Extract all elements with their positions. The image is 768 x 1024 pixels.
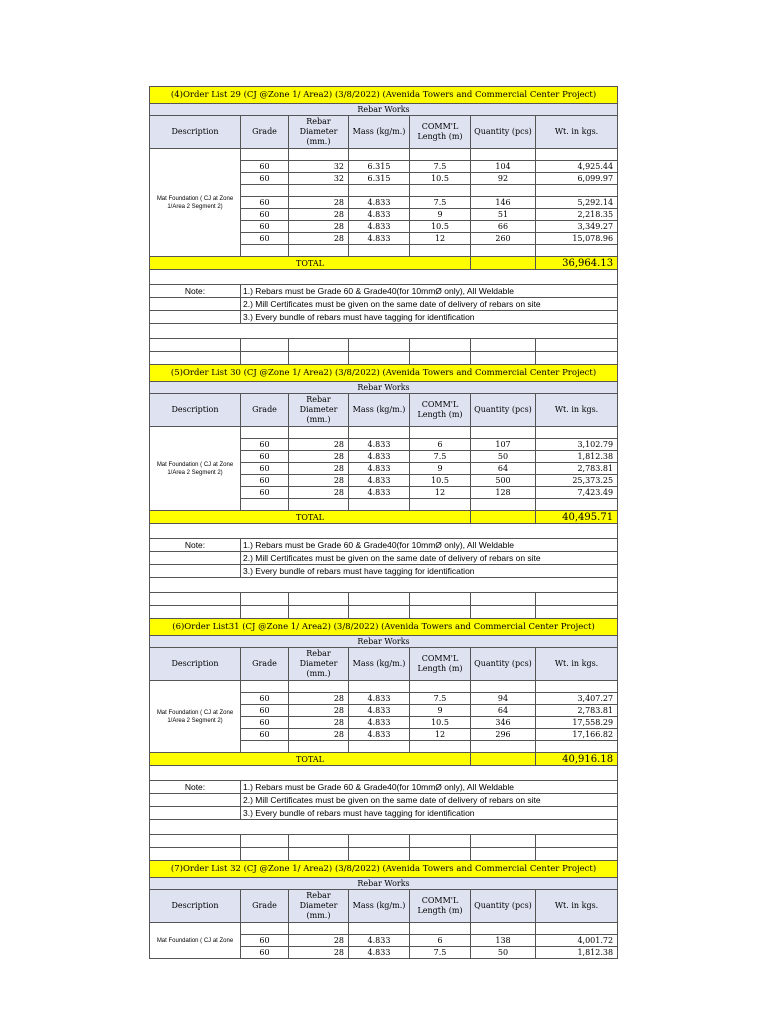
length-cell: 7.5 bbox=[410, 947, 471, 959]
header-grade: Grade bbox=[241, 394, 289, 427]
diameter-cell bbox=[289, 185, 349, 197]
order-title: (5)Order List 30 (CJ @Zone 1/ Area2) (3/8/2022) (Avenida Towers and Commercial Center Project) bbox=[150, 365, 618, 382]
weight-cell bbox=[536, 923, 618, 935]
mass-cell: 4.833 bbox=[349, 705, 410, 717]
note-text: 1.) Rebars must be Grade 60 & Grade40(for 10mmØ only), All Weldable bbox=[241, 285, 618, 298]
weight-cell: 6,099.97 bbox=[536, 173, 618, 185]
weight-cell: 7,423.49 bbox=[536, 487, 618, 499]
length-cell: 7.5 bbox=[410, 197, 471, 209]
total-row bbox=[150, 257, 618, 270]
mass-cell bbox=[349, 681, 410, 693]
subheader-row bbox=[150, 636, 618, 648]
mass-cell bbox=[349, 185, 410, 197]
note-text: 1.) Rebars must be Grade 60 & Grade40(for 10mmØ only), All Weldable bbox=[241, 539, 618, 552]
quantity-cell: 64 bbox=[471, 705, 536, 717]
mass-cell: 4.833 bbox=[349, 197, 410, 209]
note-text: 3.) Every bundle of rebars must have tagging for identification bbox=[241, 311, 618, 324]
header-rebar-diameter: Rebar Diameter (mm.) bbox=[289, 648, 349, 681]
order-title: (4)Order List 29 (CJ @Zone 1/ Area2) (3/8/2022) (Avenida Towers and Commercial Center Project) bbox=[150, 87, 618, 104]
grade-cell: 60 bbox=[241, 717, 289, 729]
length-cell: 9 bbox=[410, 463, 471, 475]
total-value: 40,916.18 bbox=[536, 753, 618, 766]
separator-row bbox=[150, 352, 618, 365]
header-rebar-diameter: Rebar Diameter (mm.) bbox=[289, 116, 349, 149]
quantity-cell: 500 bbox=[471, 475, 536, 487]
length-cell: 7.5 bbox=[410, 161, 471, 173]
order-title-row bbox=[150, 861, 618, 878]
spacer-row bbox=[150, 578, 618, 593]
mass-cell: 4.833 bbox=[349, 463, 410, 475]
quantity-cell bbox=[471, 741, 536, 753]
quantity-cell: 50 bbox=[471, 947, 536, 959]
quantity-cell: 50 bbox=[471, 451, 536, 463]
note-label-spacer bbox=[150, 311, 241, 324]
header-mass: Mass (kg/m.) bbox=[349, 394, 410, 427]
note-text: 2.) Mill Certificates must be given on the same date of delivery of rebars on site bbox=[241, 794, 618, 807]
length-cell bbox=[410, 245, 471, 257]
note-row bbox=[150, 552, 618, 565]
length-cell: 7.5 bbox=[410, 451, 471, 463]
grade-cell: 60 bbox=[241, 947, 289, 959]
weight-cell: 2,218.35 bbox=[536, 209, 618, 221]
grade-cell: 60 bbox=[241, 173, 289, 185]
grade-cell: 60 bbox=[241, 475, 289, 487]
spacer-row bbox=[150, 766, 618, 781]
description-cell: Mat Foundation ( CJ at Zone 1/Area 2 Segment 2) bbox=[150, 149, 241, 257]
note-row bbox=[150, 807, 618, 820]
note-label-spacer bbox=[150, 298, 241, 311]
total-label: TOTAL bbox=[150, 511, 471, 524]
quantity-cell: 92 bbox=[471, 173, 536, 185]
header-weight: Wt. in kgs. bbox=[536, 116, 618, 149]
quantity-cell bbox=[471, 185, 536, 197]
header-description: Description bbox=[150, 890, 241, 923]
quantity-cell: 94 bbox=[471, 693, 536, 705]
mass-cell bbox=[349, 245, 410, 257]
rebar-works-label: Rebar Works bbox=[150, 636, 618, 648]
header-rebar-diameter: Rebar Diameter (mm.) bbox=[289, 394, 349, 427]
mass-cell: 4.833 bbox=[349, 451, 410, 463]
weight-cell: 1,812.38 bbox=[536, 947, 618, 959]
header-rebar-diameter: Rebar Diameter (mm.) bbox=[289, 890, 349, 923]
total-label: TOTAL bbox=[150, 753, 471, 766]
mass-cell: 4.833 bbox=[349, 221, 410, 233]
length-cell: 10.5 bbox=[410, 717, 471, 729]
weight-cell bbox=[536, 185, 618, 197]
length-cell: 10.5 bbox=[410, 173, 471, 185]
mass-cell: 4.833 bbox=[349, 209, 410, 221]
diameter-cell: 28 bbox=[289, 463, 349, 475]
header-comml-length: COMM'L Length (m) bbox=[410, 394, 471, 427]
diameter-cell: 28 bbox=[289, 693, 349, 705]
header-quantity: Quantity (pcs) bbox=[471, 648, 536, 681]
weight-cell: 3,407.27 bbox=[536, 693, 618, 705]
weight-cell: 1,812.38 bbox=[536, 451, 618, 463]
separator-row bbox=[150, 606, 618, 619]
length-cell: 9 bbox=[410, 209, 471, 221]
order-list-sheet bbox=[149, 86, 617, 959]
note-row bbox=[150, 781, 618, 794]
note-row bbox=[150, 311, 618, 324]
header-quantity: Quantity (pcs) bbox=[471, 890, 536, 923]
grade-cell: 60 bbox=[241, 705, 289, 717]
mass-cell bbox=[349, 499, 410, 511]
note-label-spacer bbox=[150, 794, 241, 807]
mass-cell: 4.833 bbox=[349, 947, 410, 959]
quantity-cell bbox=[471, 499, 536, 511]
length-cell: 12 bbox=[410, 729, 471, 741]
spacer-row bbox=[150, 270, 618, 285]
grade-cell bbox=[241, 741, 289, 753]
rebar-works-label: Rebar Works bbox=[150, 104, 618, 116]
header-comml-length: COMM'L Length (m) bbox=[410, 648, 471, 681]
length-cell: 10.5 bbox=[410, 475, 471, 487]
quantity-cell: 146 bbox=[471, 197, 536, 209]
order-table bbox=[149, 86, 618, 959]
total-value: 40,495.71 bbox=[536, 511, 618, 524]
note-row bbox=[150, 794, 618, 807]
weight-cell bbox=[536, 427, 618, 439]
header-description: Description bbox=[150, 394, 241, 427]
grade-cell bbox=[241, 681, 289, 693]
rebar-works-label: Rebar Works bbox=[150, 382, 618, 394]
grade-cell: 60 bbox=[241, 451, 289, 463]
diameter-cell bbox=[289, 427, 349, 439]
quantity-cell bbox=[471, 681, 536, 693]
diameter-cell: 28 bbox=[289, 439, 349, 451]
description-cell: Mat Foundation ( CJ at Zone 1/Area 2 Segment 2) bbox=[150, 681, 241, 753]
diameter-cell bbox=[289, 499, 349, 511]
header-grade: Grade bbox=[241, 116, 289, 149]
note-row bbox=[150, 285, 618, 298]
note-label: Note: bbox=[150, 539, 241, 552]
order-title-row bbox=[150, 619, 618, 636]
mass-cell: 4.833 bbox=[349, 475, 410, 487]
weight-cell: 4,001.72 bbox=[536, 935, 618, 947]
order-title: (7)Order List 32 (CJ @Zone 1/ Area2) (3/8/2022) (Avenida Towers and Commercial Center Project) bbox=[150, 861, 618, 878]
diameter-cell: 32 bbox=[289, 173, 349, 185]
column-header-row bbox=[150, 890, 618, 923]
length-cell: 12 bbox=[410, 487, 471, 499]
length-cell: 10.5 bbox=[410, 221, 471, 233]
quantity-cell: 104 bbox=[471, 161, 536, 173]
mass-cell bbox=[349, 741, 410, 753]
mass-cell: 4.833 bbox=[349, 487, 410, 499]
diameter-cell: 28 bbox=[289, 475, 349, 487]
weight-cell: 17,558.29 bbox=[536, 717, 618, 729]
length-cell bbox=[410, 741, 471, 753]
total-row bbox=[150, 511, 618, 524]
rebar-works-label: Rebar Works bbox=[150, 878, 618, 890]
grade-cell: 60 bbox=[241, 487, 289, 499]
separator-row bbox=[150, 339, 618, 352]
note-row bbox=[150, 298, 618, 311]
mass-cell bbox=[349, 149, 410, 161]
table-row bbox=[150, 681, 618, 693]
note-label-spacer bbox=[150, 807, 241, 820]
length-cell: 6 bbox=[410, 439, 471, 451]
header-quantity: Quantity (pcs) bbox=[471, 116, 536, 149]
diameter-cell: 28 bbox=[289, 935, 349, 947]
length-cell bbox=[410, 681, 471, 693]
header-quantity: Quantity (pcs) bbox=[471, 394, 536, 427]
note-label-spacer bbox=[150, 552, 241, 565]
quantity-cell bbox=[471, 245, 536, 257]
grade-cell bbox=[241, 427, 289, 439]
mass-cell: 4.833 bbox=[349, 729, 410, 741]
header-mass: Mass (kg/m.) bbox=[349, 890, 410, 923]
quantity-cell: 346 bbox=[471, 717, 536, 729]
diameter-cell: 28 bbox=[289, 451, 349, 463]
total-label: TOTAL bbox=[150, 257, 471, 270]
diameter-cell bbox=[289, 149, 349, 161]
order-title: (6)Order List31 (CJ @Zone 1/ Area2) (3/8/2022) (Avenida Towers and Commercial Center Project) bbox=[150, 619, 618, 636]
quantity-cell: 64 bbox=[471, 463, 536, 475]
diameter-cell: 28 bbox=[289, 487, 349, 499]
length-cell bbox=[410, 427, 471, 439]
weight-cell: 3,102.79 bbox=[536, 439, 618, 451]
spacer-row bbox=[150, 524, 618, 539]
length-cell bbox=[410, 149, 471, 161]
note-row bbox=[150, 539, 618, 552]
diameter-cell bbox=[289, 923, 349, 935]
separator-row bbox=[150, 593, 618, 606]
subheader-row bbox=[150, 878, 618, 890]
length-cell bbox=[410, 499, 471, 511]
diameter-cell: 28 bbox=[289, 221, 349, 233]
header-grade: Grade bbox=[241, 648, 289, 681]
subheader-row bbox=[150, 104, 618, 116]
column-header-row bbox=[150, 116, 618, 149]
weight-cell: 15,078.96 bbox=[536, 233, 618, 245]
header-weight: Wt. in kgs. bbox=[536, 648, 618, 681]
header-weight: Wt. in kgs. bbox=[536, 890, 618, 923]
mass-cell: 6.315 bbox=[349, 161, 410, 173]
mass-cell bbox=[349, 427, 410, 439]
quantity-cell bbox=[471, 427, 536, 439]
diameter-cell: 28 bbox=[289, 947, 349, 959]
header-comml-length: COMM'L Length (m) bbox=[410, 116, 471, 149]
weight-cell bbox=[536, 499, 618, 511]
mass-cell: 4.833 bbox=[349, 693, 410, 705]
mass-cell: 4.833 bbox=[349, 717, 410, 729]
grade-cell: 60 bbox=[241, 463, 289, 475]
grade-cell bbox=[241, 245, 289, 257]
grade-cell: 60 bbox=[241, 161, 289, 173]
weight-cell bbox=[536, 741, 618, 753]
separator-row bbox=[150, 835, 618, 848]
diameter-cell: 28 bbox=[289, 705, 349, 717]
column-header-row bbox=[150, 394, 618, 427]
weight-cell: 4,925.44 bbox=[536, 161, 618, 173]
quantity-cell bbox=[471, 923, 536, 935]
quantity-cell: 260 bbox=[471, 233, 536, 245]
total-value: 36,964.13 bbox=[536, 257, 618, 270]
note-label: Note: bbox=[150, 781, 241, 794]
header-mass: Mass (kg/m.) bbox=[349, 116, 410, 149]
table-row bbox=[150, 427, 618, 439]
header-grade: Grade bbox=[241, 890, 289, 923]
diameter-cell: 28 bbox=[289, 717, 349, 729]
note-text: 2.) Mill Certificates must be given on the same date of delivery of rebars on site bbox=[241, 298, 618, 311]
grade-cell bbox=[241, 499, 289, 511]
weight-cell bbox=[536, 245, 618, 257]
table-row bbox=[150, 923, 618, 935]
quantity-cell: 128 bbox=[471, 487, 536, 499]
note-text: 2.) Mill Certificates must be given on the same date of delivery of rebars on site bbox=[241, 552, 618, 565]
header-description: Description bbox=[150, 116, 241, 149]
grade-cell: 60 bbox=[241, 197, 289, 209]
grade-cell: 60 bbox=[241, 935, 289, 947]
weight-cell: 2,783.81 bbox=[536, 463, 618, 475]
diameter-cell: 28 bbox=[289, 729, 349, 741]
note-text: 1.) Rebars must be Grade 60 & Grade40(for 10mmØ only), All Weldable bbox=[241, 781, 618, 794]
mass-cell: 4.833 bbox=[349, 935, 410, 947]
table-row bbox=[150, 149, 618, 161]
mass-cell: 4.833 bbox=[349, 439, 410, 451]
weight-cell bbox=[536, 149, 618, 161]
note-text: 3.) Every bundle of rebars must have tagging for identification bbox=[241, 807, 618, 820]
total-row bbox=[150, 753, 618, 766]
weight-cell: 5,292.14 bbox=[536, 197, 618, 209]
header-comml-length: COMM'L Length (m) bbox=[410, 890, 471, 923]
grade-cell bbox=[241, 185, 289, 197]
length-cell: 12 bbox=[410, 233, 471, 245]
diameter-cell bbox=[289, 681, 349, 693]
length-cell bbox=[410, 923, 471, 935]
grade-cell: 60 bbox=[241, 693, 289, 705]
mass-cell bbox=[349, 923, 410, 935]
weight-cell: 25,373.25 bbox=[536, 475, 618, 487]
weight-cell: 3,349.27 bbox=[536, 221, 618, 233]
quantity-cell: 296 bbox=[471, 729, 536, 741]
column-header-row bbox=[150, 648, 618, 681]
diameter-cell: 28 bbox=[289, 209, 349, 221]
grade-cell bbox=[241, 923, 289, 935]
grade-cell: 60 bbox=[241, 439, 289, 451]
quantity-cell: 138 bbox=[471, 935, 536, 947]
length-cell: 7.5 bbox=[410, 693, 471, 705]
diameter-cell bbox=[289, 245, 349, 257]
grade-cell: 60 bbox=[241, 209, 289, 221]
description-cell: Mat Foundation ( CJ at Zone 1/Area 2 Segment 2) bbox=[150, 427, 241, 511]
note-text: 3.) Every bundle of rebars must have tagging for identification bbox=[241, 565, 618, 578]
header-description: Description bbox=[150, 648, 241, 681]
quantity-cell: 51 bbox=[471, 209, 536, 221]
mass-cell: 6.315 bbox=[349, 173, 410, 185]
spacer-row bbox=[150, 324, 618, 339]
header-weight: Wt. in kgs. bbox=[536, 394, 618, 427]
diameter-cell bbox=[289, 741, 349, 753]
mass-cell: 4.833 bbox=[349, 233, 410, 245]
grade-cell: 60 bbox=[241, 729, 289, 741]
note-label: Note: bbox=[150, 285, 241, 298]
note-row bbox=[150, 565, 618, 578]
quantity-cell: 66 bbox=[471, 221, 536, 233]
order-title-row bbox=[150, 87, 618, 104]
length-cell: 6 bbox=[410, 935, 471, 947]
grade-cell: 60 bbox=[241, 233, 289, 245]
weight-cell bbox=[536, 681, 618, 693]
quantity-cell: 107 bbox=[471, 439, 536, 451]
diameter-cell: 32 bbox=[289, 161, 349, 173]
spacer-row bbox=[150, 820, 618, 835]
weight-cell: 17,166.82 bbox=[536, 729, 618, 741]
subheader-row bbox=[150, 382, 618, 394]
length-cell: 9 bbox=[410, 705, 471, 717]
diameter-cell: 28 bbox=[289, 233, 349, 245]
note-label-spacer bbox=[150, 565, 241, 578]
quantity-cell bbox=[471, 149, 536, 161]
order-title-row bbox=[150, 365, 618, 382]
grade-cell bbox=[241, 149, 289, 161]
weight-cell: 2,783.81 bbox=[536, 705, 618, 717]
description-cell: Mat Foundation ( CJ at Zone bbox=[150, 923, 241, 959]
length-cell bbox=[410, 185, 471, 197]
header-mass: Mass (kg/m.) bbox=[349, 648, 410, 681]
separator-row bbox=[150, 848, 618, 861]
grade-cell: 60 bbox=[241, 221, 289, 233]
diameter-cell: 28 bbox=[289, 197, 349, 209]
